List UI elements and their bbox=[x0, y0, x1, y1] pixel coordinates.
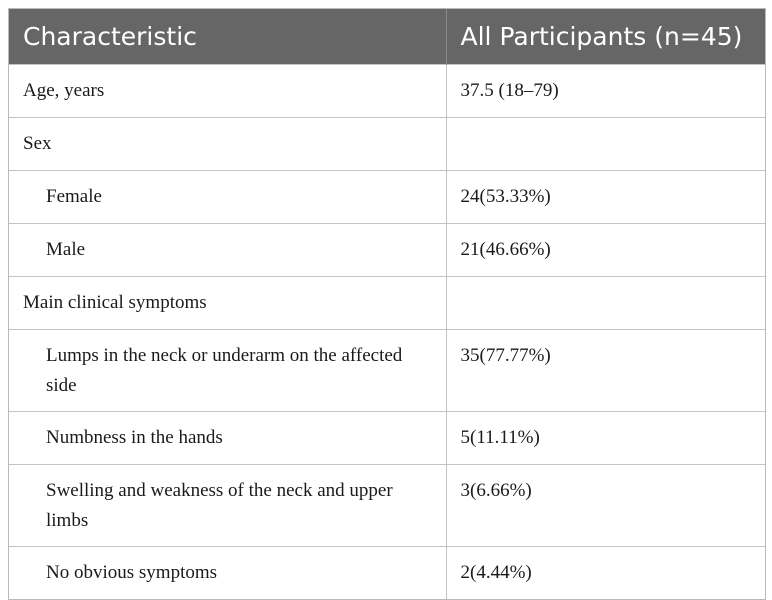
header-characteristic: Characteristic bbox=[9, 9, 446, 65]
row-value bbox=[446, 118, 765, 171]
row-label-text: Male bbox=[46, 239, 86, 260]
row-value-text: 5(11.11%) bbox=[460, 427, 540, 448]
row-value-text bbox=[461, 277, 756, 288]
data-table bbox=[9, 9, 765, 599]
row-label-text: Numbness in the hands bbox=[46, 427, 223, 448]
row-label-text: Lumps in the neck or underarm on the affected side bbox=[46, 345, 403, 396]
table-row bbox=[9, 277, 765, 330]
table-row bbox=[9, 65, 765, 118]
header-all-participants: All Participants (n=45) bbox=[446, 9, 765, 65]
table-header bbox=[9, 9, 765, 65]
row-value-text: 35(77.77%) bbox=[460, 345, 551, 366]
characteristics-table bbox=[8, 8, 766, 600]
row-label-text: Swelling and weakness of the neck and upper limbs bbox=[46, 480, 393, 531]
row-value bbox=[446, 330, 765, 412]
row-label-text: Female bbox=[46, 186, 102, 207]
table-row bbox=[9, 547, 765, 600]
row-value bbox=[446, 277, 765, 330]
row-value bbox=[446, 171, 765, 224]
row-value-text: 21(46.66%) bbox=[460, 239, 551, 260]
row-value bbox=[446, 465, 765, 547]
row-label-text: No obvious symptoms bbox=[46, 562, 218, 583]
table-row bbox=[9, 330, 765, 412]
row-value bbox=[446, 412, 765, 465]
table-row bbox=[9, 171, 765, 224]
row-label bbox=[9, 330, 446, 412]
row-value-text: 2(4.44%) bbox=[460, 562, 532, 583]
row-label bbox=[9, 465, 446, 547]
row-value bbox=[446, 547, 765, 600]
row-label bbox=[9, 118, 446, 171]
row-label-text: Main clinical symptoms bbox=[23, 292, 207, 313]
row-value bbox=[446, 224, 765, 277]
row-label bbox=[9, 65, 446, 118]
table-row bbox=[9, 118, 765, 171]
row-label bbox=[9, 277, 446, 330]
row-label bbox=[9, 171, 446, 224]
row-label bbox=[9, 412, 446, 465]
table-row bbox=[9, 412, 765, 465]
table-row bbox=[9, 224, 765, 277]
table-body bbox=[9, 65, 765, 600]
row-value-text: 37.5 (18–79) bbox=[460, 80, 559, 101]
row-label-text: Age, years bbox=[23, 80, 105, 101]
row-value bbox=[446, 65, 765, 118]
row-label-text: Sex bbox=[23, 133, 52, 154]
row-label bbox=[9, 547, 446, 600]
header-row bbox=[9, 9, 765, 65]
row-value-text: 3(6.66%) bbox=[460, 480, 532, 501]
row-value-text: 24(53.33%) bbox=[460, 186, 551, 207]
row-label bbox=[9, 224, 446, 277]
table-row bbox=[9, 465, 765, 547]
row-value-text bbox=[461, 118, 756, 129]
